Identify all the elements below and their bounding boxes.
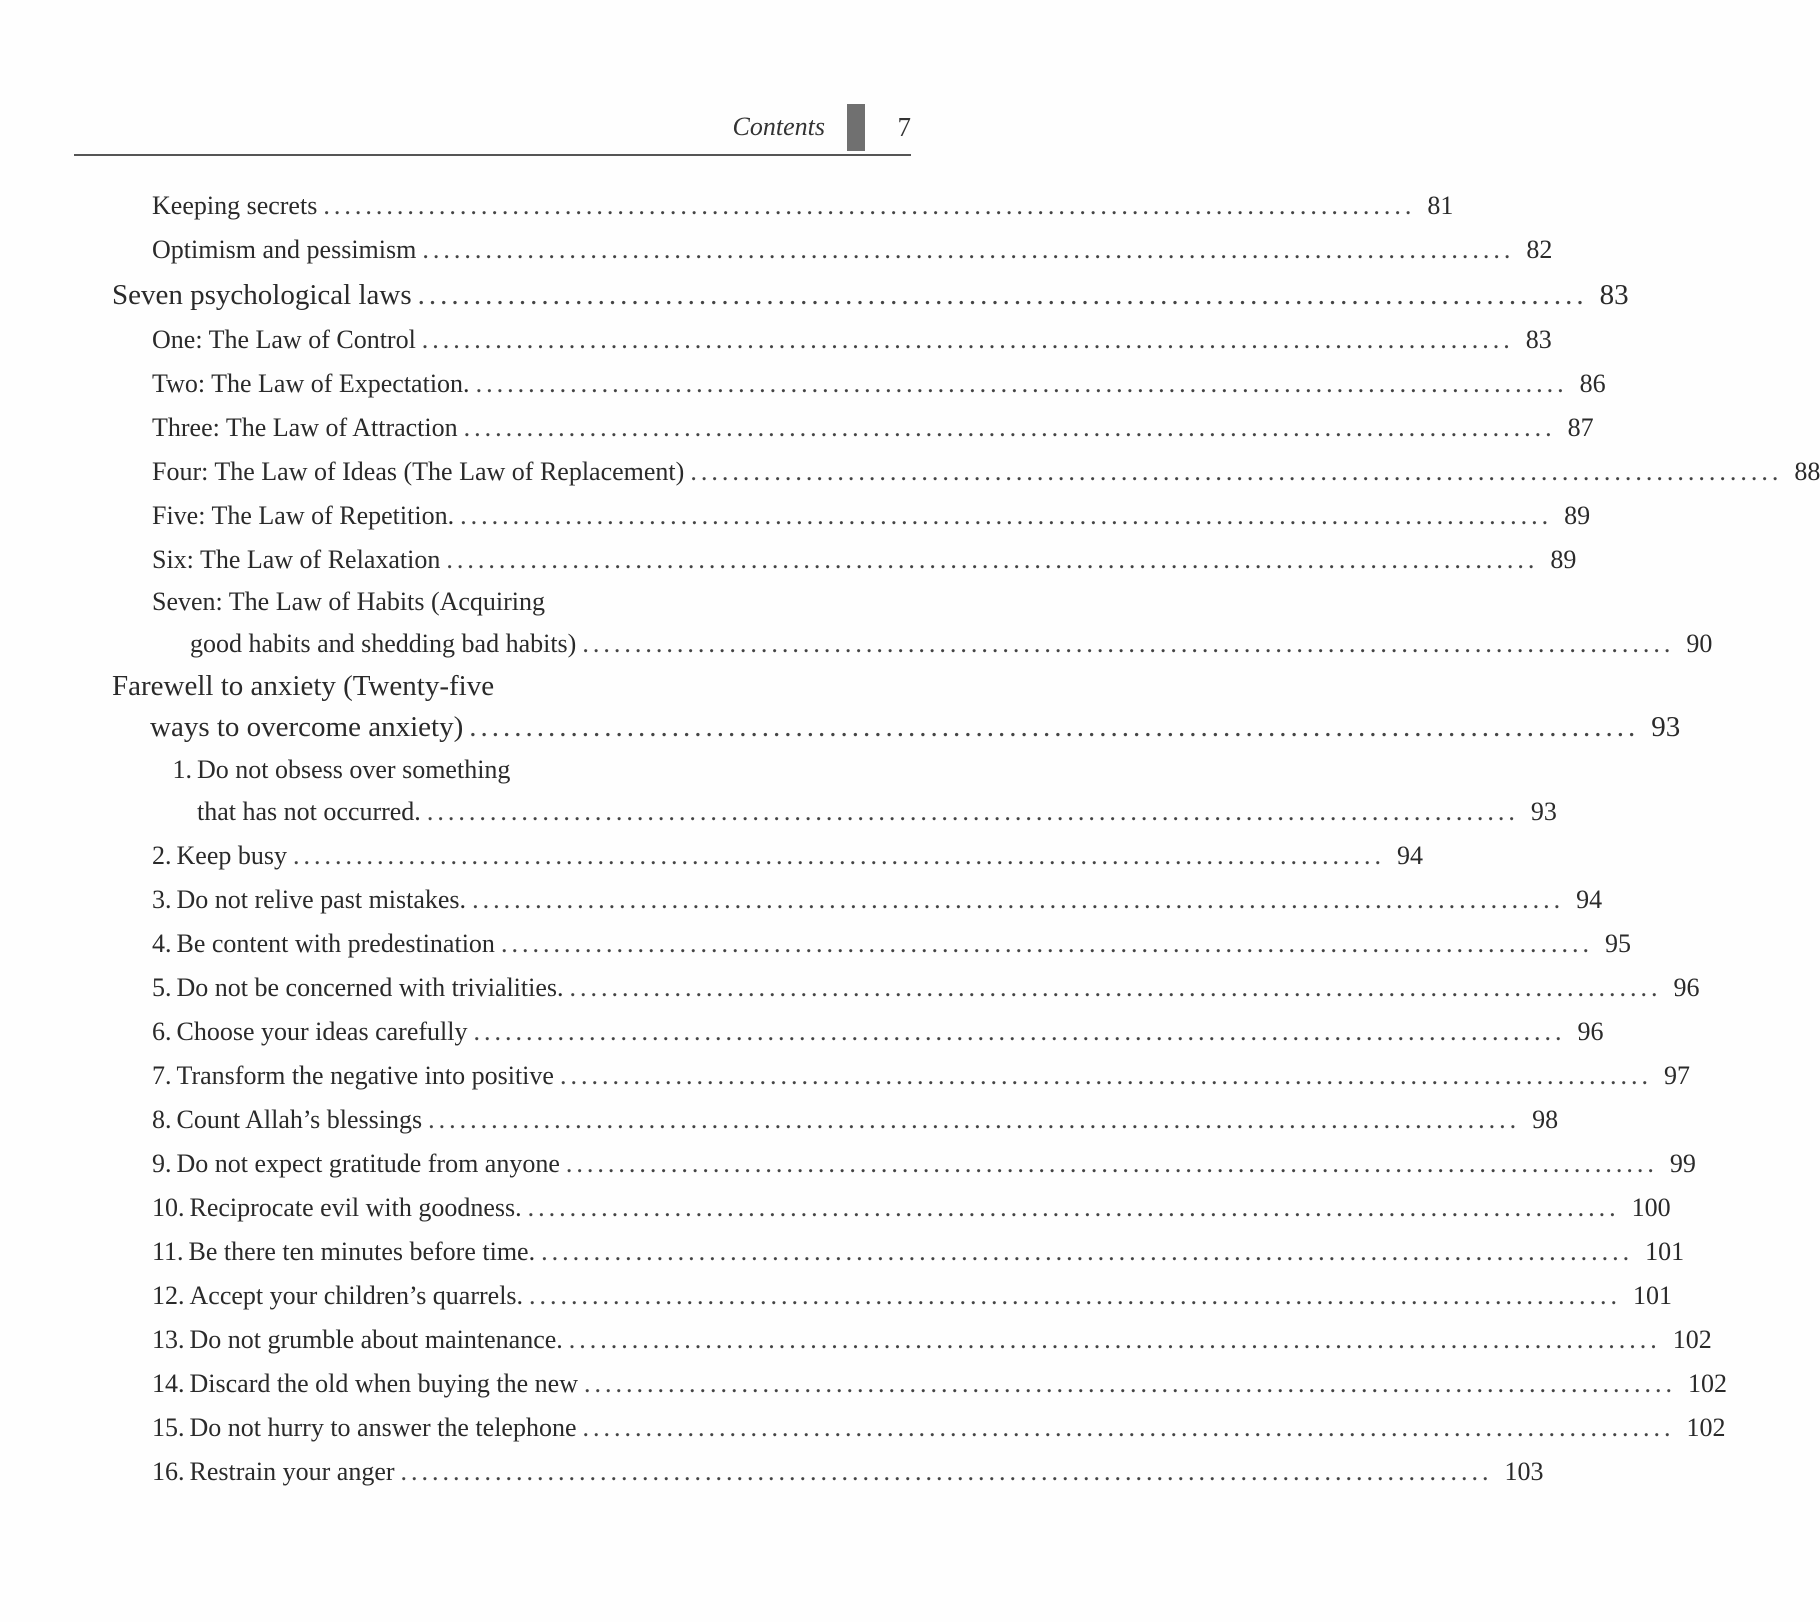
dot-leader: ........................................................................................................ — [582, 629, 1675, 658]
toc-entry[interactable] — [152, 406, 1594, 450]
toc-item-title: Do not grumble about maintenance. — [189, 1325, 563, 1354]
dot-leader: ........................................................................................................ — [426, 797, 1519, 826]
toc-item-title: Keep busy — [176, 841, 287, 870]
toc-item[interactable] — [152, 1274, 1673, 1318]
toc-item[interactable] — [152, 1230, 1685, 1274]
toc-item-page: 94 — [1576, 885, 1603, 914]
toc-section[interactable] — [112, 666, 1681, 748]
toc-item[interactable] — [152, 834, 1423, 878]
toc-item-number: 8. — [152, 1105, 172, 1134]
toc-entry-page: 81 — [1427, 191, 1454, 220]
toc-entry-page: 86 — [1579, 369, 1606, 398]
dot-leader: ........................................................................................................ — [417, 279, 1588, 311]
toc-item[interactable] — [152, 1450, 1544, 1494]
toc-item[interactable] — [152, 966, 1700, 1010]
toc-item-number: 3. — [152, 885, 172, 914]
toc-item[interactable] — [152, 1318, 1712, 1362]
toc-item-page: 95 — [1604, 929, 1631, 958]
toc-item-title-line2: that has not occurred. — [197, 797, 421, 826]
dot-leader: ........................................................................................................ — [565, 1149, 1658, 1178]
dot-leader: ........................................................................................................ — [500, 929, 1593, 958]
toc-item-title: Accept your children’s quarrels. — [189, 1281, 524, 1310]
toc-item-page: 101 — [1633, 1281, 1673, 1310]
toc-item-number: 10. — [152, 1193, 185, 1222]
dot-leader: ........................................................................................................ — [428, 1105, 1521, 1134]
dot-leader: ........................................................................................................ — [559, 1061, 1652, 1090]
toc-item-number: 16. — [152, 1457, 185, 1486]
toc-entry-title: Six: The Law of Relaxation — [152, 545, 441, 574]
toc-item-title: Discard the old when buying the new — [189, 1369, 578, 1398]
dot-leader: ........................................................................................................ — [463, 413, 1556, 442]
toc-item-number: 7. — [152, 1061, 172, 1090]
toc-item-page: 100 — [1631, 1193, 1671, 1222]
dot-leader: ........................................................................................................ — [472, 885, 1565, 914]
table-of-contents — [0, 184, 1820, 1494]
toc-item-number: 5. — [152, 973, 172, 1002]
toc-item-page: 98 — [1532, 1105, 1559, 1134]
toc-entry-page: 88 — [1794, 457, 1820, 486]
toc-section-page: 93 — [1651, 711, 1681, 743]
toc-item-title: Choose your ideas carefully — [176, 1017, 468, 1046]
dot-leader: ........................................................................................................ — [582, 1413, 1675, 1442]
toc-entry[interactable] — [152, 538, 1577, 582]
toc-item-page: 96 — [1577, 1017, 1604, 1046]
dot-leader: ........................................................................................................ — [583, 1369, 1676, 1398]
dot-leader: ........................................................................................................ — [446, 545, 1539, 574]
toc-entry-title: Four: The Law of Ideas (The Law of Replacement) — [152, 457, 685, 486]
toc-item-page: 93 — [1530, 797, 1557, 826]
toc-entry[interactable] — [152, 318, 1552, 362]
toc-item-title: Do not relive past mistakes. — [176, 885, 467, 914]
header-thumb-bar — [847, 104, 865, 151]
toc-item-page: 94 — [1396, 841, 1423, 870]
toc-item-title: Reciprocate evil with goodness. — [189, 1193, 522, 1222]
toc-item-page: 103 — [1504, 1457, 1544, 1486]
running-header — [74, 104, 911, 156]
dot-leader: ........................................................................................................ — [469, 711, 1640, 743]
toc-item-title: Do not be concerned with trivialities. — [176, 973, 564, 1002]
dot-leader: ........................................................................................................ — [690, 457, 1783, 486]
dot-leader: ........................................................................................................ — [529, 1281, 1622, 1310]
toc-item-title: Do not hurry to answer the telephone — [189, 1413, 577, 1442]
toc-item[interactable] — [152, 1142, 1696, 1186]
toc-item-number: 14. — [152, 1369, 185, 1398]
toc-item-title: Count Allah’s blessings — [176, 1105, 423, 1134]
toc-entry-page: 89 — [1550, 545, 1577, 574]
toc-item-title: Restrain your anger — [189, 1457, 395, 1486]
toc-item-page: 102 — [1672, 1325, 1712, 1354]
toc-item[interactable] — [152, 1406, 1726, 1450]
toc-entry[interactable] — [152, 450, 1820, 494]
dot-leader: ........................................................................................................ — [292, 841, 1385, 870]
dot-leader: ........................................................................................................ — [475, 369, 1568, 398]
page-number: 7 — [897, 112, 911, 142]
toc-entry-page: 82 — [1526, 235, 1553, 264]
toc-item[interactable] — [152, 750, 1557, 834]
toc-item[interactable] — [152, 878, 1603, 922]
toc-entry-title: Three: The Law of Attraction — [152, 413, 458, 442]
toc-entry-title: Five: The Law of Repetition. — [152, 501, 455, 530]
toc-item-number: 12. — [152, 1281, 185, 1310]
toc-section[interactable] — [112, 272, 1629, 318]
toc-item-page: 99 — [1669, 1149, 1696, 1178]
toc-entry-title: One: The Law of Control — [152, 325, 416, 354]
toc-item[interactable] — [152, 1362, 1727, 1406]
toc-item-number: 1. — [172, 755, 192, 784]
toc-entry-title-line2: good habits and shedding bad habits) — [190, 629, 577, 658]
dot-leader: ........................................................................................................ — [568, 1325, 1661, 1354]
toc-item-title: Be there ten minutes before time. — [188, 1237, 536, 1266]
dot-leader: ........................................................................................................ — [421, 325, 1514, 354]
toc-item-title: Do not expect gratitude from anyone — [176, 1149, 560, 1178]
toc-entry-title: Keeping secrets — [152, 191, 318, 220]
toc-entry-title: Optimism and pessimism — [152, 235, 417, 264]
toc-item[interactable] — [152, 1098, 1559, 1142]
toc-section-title-line2: ways to overcome anxiety) — [150, 711, 464, 743]
toc-entry[interactable] — [152, 494, 1591, 538]
toc-item[interactable] — [152, 1010, 1604, 1054]
toc-item-title-line1: Do not obsess over something — [197, 755, 511, 784]
toc-item-page: 96 — [1673, 973, 1700, 1002]
toc-section-title: Seven psychological laws — [112, 279, 412, 311]
toc-entry-title: Two: The Law of Expectation. — [152, 369, 470, 398]
toc-entry[interactable] — [152, 228, 1553, 272]
toc-entry-page: 83 — [1525, 325, 1552, 354]
dot-leader: ........................................................................................................ — [400, 1457, 1493, 1486]
toc-entry-page: 87 — [1567, 413, 1594, 442]
dot-leader: ........................................................................................................ — [473, 1017, 1566, 1046]
toc-entry[interactable] — [152, 582, 1713, 666]
toc-entry-page: 90 — [1686, 629, 1713, 658]
toc-item-number: 2. — [152, 841, 172, 870]
header-title: Contents — [732, 112, 825, 141]
dot-leader: ........................................................................................................ — [541, 1237, 1634, 1266]
dot-leader: ........................................................................................................ — [323, 191, 1416, 220]
toc-item-number: 11. — [152, 1237, 184, 1266]
toc-entry-page: 89 — [1564, 501, 1591, 530]
toc-item[interactable] — [152, 922, 1631, 966]
toc-item[interactable] — [152, 1186, 1671, 1230]
dot-leader: ........................................................................................................ — [527, 1193, 1620, 1222]
toc-item-title: Transform the negative into positive — [176, 1061, 554, 1090]
toc-entry[interactable] — [152, 184, 1454, 228]
toc-entry-title-line1: Seven: The Law of Habits (Acquiring — [152, 587, 546, 616]
toc-item-number: 9. — [152, 1149, 172, 1178]
toc-item-title: Be content with predestination — [176, 929, 495, 958]
toc-item-number: 13. — [152, 1325, 185, 1354]
dot-leader: ........................................................................................................ — [422, 235, 1515, 264]
toc-item-number: 15. — [152, 1413, 185, 1442]
toc-item-page: 102 — [1686, 1413, 1726, 1442]
toc-item-number: 6. — [152, 1017, 172, 1046]
toc-entry[interactable] — [152, 362, 1606, 406]
toc-item[interactable] — [152, 1054, 1690, 1098]
toc-item-number: 4. — [152, 929, 172, 958]
toc-item-page: 102 — [1687, 1369, 1727, 1398]
toc-item-page: 97 — [1663, 1061, 1690, 1090]
toc-section-title-line1: Farewell to anxiety (Twenty-five — [112, 670, 495, 702]
dot-leader: ........................................................................................................ — [460, 501, 1553, 530]
toc-section-page: 83 — [1599, 279, 1629, 311]
dot-leader: ........................................................................................................ — [569, 973, 1662, 1002]
toc-item-page: 101 — [1645, 1237, 1685, 1266]
